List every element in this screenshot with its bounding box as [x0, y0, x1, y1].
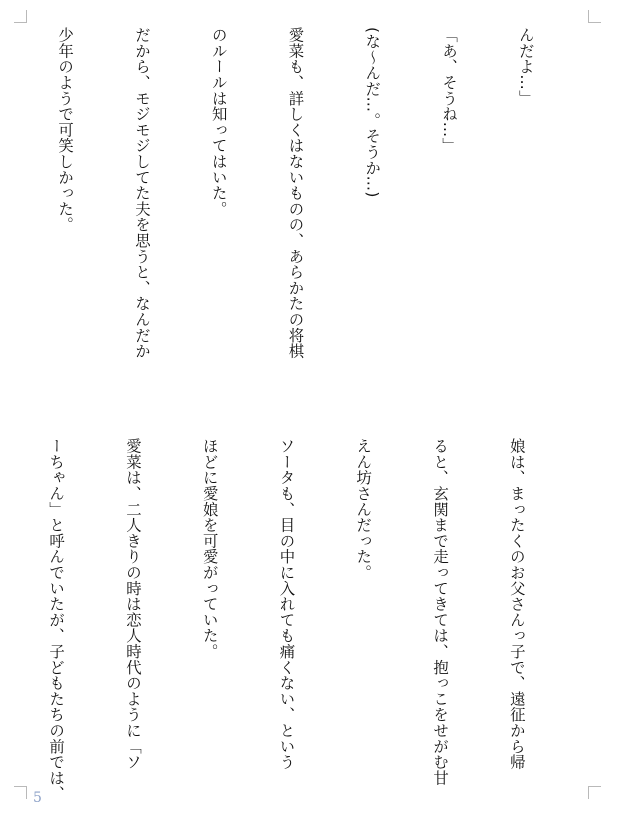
text-line: 愛菜は、二人きりの時は恋人時代のように「ソ [123, 438, 142, 770]
text-line: 娘は、まったくのお父さんっ子で、遠征から帰 [507, 438, 526, 770]
text-line: んだよ…」 [516, 27, 535, 106]
text-line: ソータも、目の中に入れても痛くない、という [277, 438, 296, 770]
text-line: 少年のようで可笑しかった。 [56, 27, 75, 233]
crop-mark-top-left [14, 10, 27, 23]
text-line: 愛菜も、詳しくはないものの、あらかたの将棋 [286, 27, 305, 359]
text-line: えん坊さんだった。 [354, 438, 373, 581]
text-line: 「あ、そうね…」 [440, 27, 459, 154]
text-line: だから、モジモジしてた夫を思うと、なんだか [132, 27, 151, 359]
text-line: ほどに愛娘を可愛がっていた。 [200, 438, 219, 660]
text-line: ると、玄関まで走ってきては、抱っこをせがむ甘 [431, 438, 450, 786]
text-column-block-bottom [47, 438, 580, 802]
text-line: ーちゃん」と呼んでいたが、子どもたちの前では、 [47, 438, 66, 802]
text-column-block-top [56, 27, 589, 377]
crop-mark-top-right [588, 10, 601, 23]
text-line: (な～んだ…。そうか…) [363, 27, 382, 198]
crop-mark-bottom-left [14, 786, 27, 799]
crop-mark-bottom-right [588, 786, 601, 799]
text-line: のルールは知ってはいた。 [209, 27, 228, 217]
page-number: 5 [33, 790, 42, 806]
